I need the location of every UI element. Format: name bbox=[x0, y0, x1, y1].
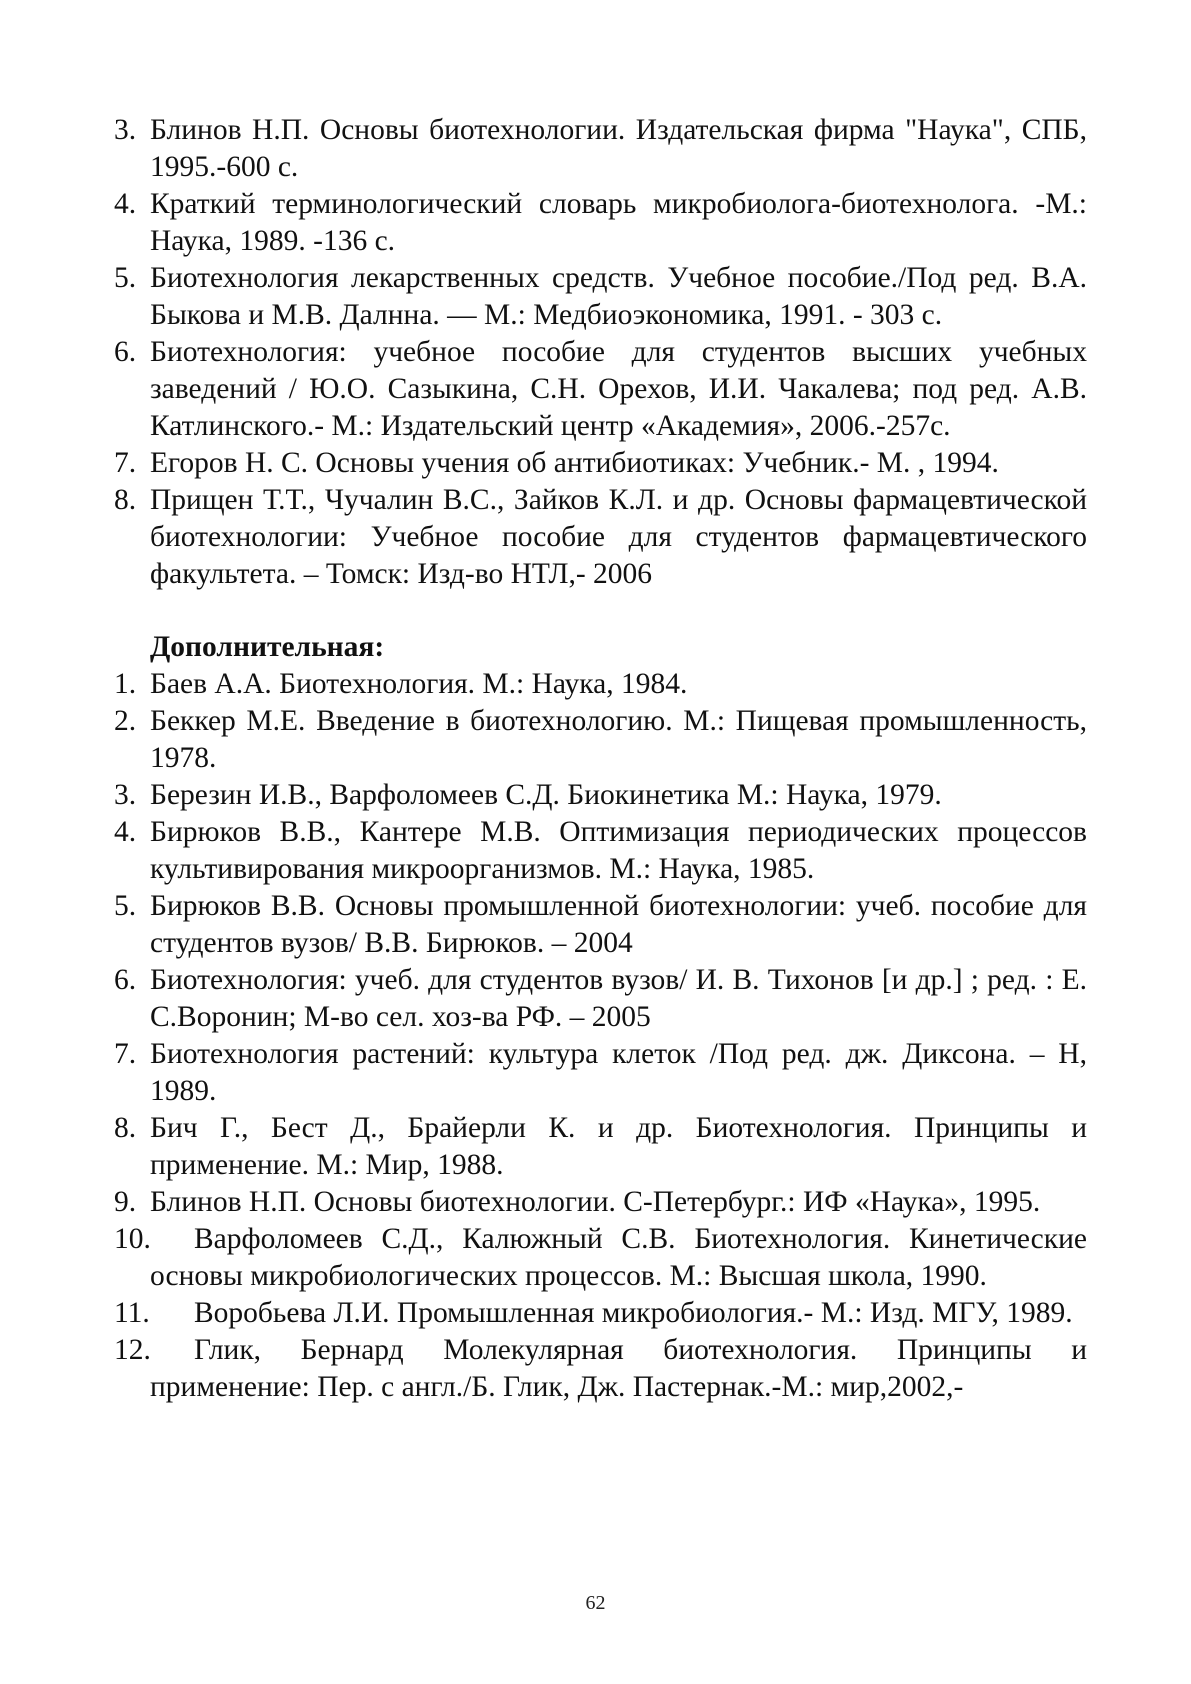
item-text: Варфоломеев С.Д., Калюжный С.В. Биотехнология. Кинетические основы микробиологических процессов. М.: Высшая школа, 1990. bbox=[150, 1223, 1087, 1292]
item-number: 12. bbox=[114, 1334, 151, 1366]
item-number: 11. bbox=[114, 1297, 150, 1329]
item-number: 7. bbox=[114, 447, 137, 479]
item-number: 9. bbox=[114, 1186, 137, 1218]
item-text: Биотехнология растений: культура клеток /Под ред. дж. Диксона. – Н, 1989. bbox=[150, 1038, 1087, 1107]
bibliography-content bbox=[114, 112, 1087, 1406]
list-item bbox=[114, 888, 1087, 962]
item-text: Егоров Н. С. Основы учения об антибиотиках: Учебник.- М. , 1994. bbox=[150, 447, 999, 479]
item-text: Беккер М.Е. Введение в биотехнологию. М.: Пищевая промышленность, 1978. bbox=[150, 705, 1087, 774]
item-text: Краткий терминологический словарь микробиолога-биотехнолога. -М.: Наука, 1989. -136 с. bbox=[150, 188, 1087, 257]
item-text: Блинов Н.П. Основы биотехнологии. С-Петербург.: ИФ «Наука», 1995. bbox=[150, 1186, 1041, 1218]
item-text: Бич Г., Бест Д., Брайерли К. и др. Биотехнология. Принципы и применение. М.: Мир, 1988. bbox=[150, 1112, 1087, 1181]
list-item bbox=[114, 1110, 1087, 1184]
list-item bbox=[114, 112, 1087, 186]
list-item bbox=[114, 666, 1087, 703]
item-text: Биотехнология: учеб. для студентов вузов/ И. В. Тихонов [и др.] ; ред. : Е. С.Воронин; М-во сел. хоз-ва РФ. – 2005 bbox=[150, 964, 1087, 1033]
list-item bbox=[114, 703, 1087, 777]
item-number: 6. bbox=[114, 964, 137, 996]
list-item bbox=[114, 445, 1087, 482]
item-number: 3. bbox=[114, 779, 137, 811]
item-number: 8. bbox=[114, 484, 137, 516]
additional-reference-list bbox=[114, 666, 1087, 1406]
item-number: 5. bbox=[114, 890, 137, 922]
page-number: 62 bbox=[585, 1592, 606, 1614]
item-number: 6. bbox=[114, 336, 137, 368]
list-item bbox=[114, 482, 1087, 593]
item-number: 4. bbox=[114, 816, 137, 848]
item-text: Воробьева Л.И. Промышленная микробиология.- М.: Изд. МГУ, 1989. bbox=[194, 1297, 1073, 1329]
list-item bbox=[114, 1221, 1087, 1295]
item-number: 1. bbox=[114, 668, 137, 700]
item-text: Бирюков В.В. Основы промышленной биотехнологии: учеб. пособие для студентов вузов/ В.В. Бирюков. – 2004 bbox=[150, 890, 1087, 959]
item-text: Бирюков В.В., Кантере М.В. Оптимизация периодических процессов культивирования микроорганизмов. М.: Наука, 1985. bbox=[150, 816, 1087, 885]
list-item bbox=[114, 186, 1087, 260]
list-item bbox=[114, 334, 1087, 445]
list-item bbox=[114, 777, 1087, 814]
list-item bbox=[114, 260, 1087, 334]
item-text: Глик, Бернард Молекулярная биотехнология. Принципы и применение: Пер. с англ./Б. Глик, Дж. Пастернак.-М.: мир,2002,- bbox=[150, 1334, 1087, 1403]
item-text: Баев А.А. Биотехнология. М.: Наука, 1984. bbox=[150, 668, 688, 700]
item-number: 7. bbox=[114, 1038, 137, 1070]
item-text: Прищен Т.Т., Чучалин В.С., Зайков К.Л. и др. Основы фармацевтической биотехнологии: Учебное пособие для студентов фармацевтического факультета. – Томск: Изд-во НТЛ,- 2006 bbox=[150, 484, 1087, 590]
item-text: Блинов Н.П. Основы биотехнологии. Издательская фирма "Наука", СПБ, 1995.-600 с. bbox=[150, 114, 1087, 183]
item-text: Биотехнология: учебное пособие для студентов высших учебных заведений / Ю.О. Сазыкина, С.Н. Орехов, И.И. Чакалева; под ред. А.В. Катлинского.- М.: Издательский центр «Академия», 2006.-257с. bbox=[150, 336, 1087, 442]
list-item bbox=[114, 1184, 1087, 1221]
item-number: 2. bbox=[114, 705, 137, 737]
item-text: Биотехнология лекарственных средств. Учебное пособие./Под ред. В.А. Быкова и М.В. Далнна. — М.: Медбиоэкономика, 1991. - 303 с. bbox=[150, 262, 1087, 331]
item-number: 10. bbox=[114, 1223, 151, 1255]
list-item bbox=[114, 1295, 1087, 1332]
item-number: 3. bbox=[114, 114, 137, 146]
item-number: 4. bbox=[114, 188, 137, 220]
list-item bbox=[114, 1332, 1087, 1406]
main-reference-list bbox=[114, 112, 1087, 593]
item-number: 5. bbox=[114, 262, 137, 294]
section-heading-additional: Дополнительная: bbox=[150, 631, 385, 663]
list-item bbox=[114, 1036, 1087, 1110]
list-item bbox=[114, 962, 1087, 1036]
item-number: 8. bbox=[114, 1112, 137, 1144]
item-text: Березин И.В., Варфоломеев С.Д. Биокинетика М.: Наука, 1979. bbox=[150, 779, 942, 811]
list-item bbox=[114, 814, 1087, 888]
